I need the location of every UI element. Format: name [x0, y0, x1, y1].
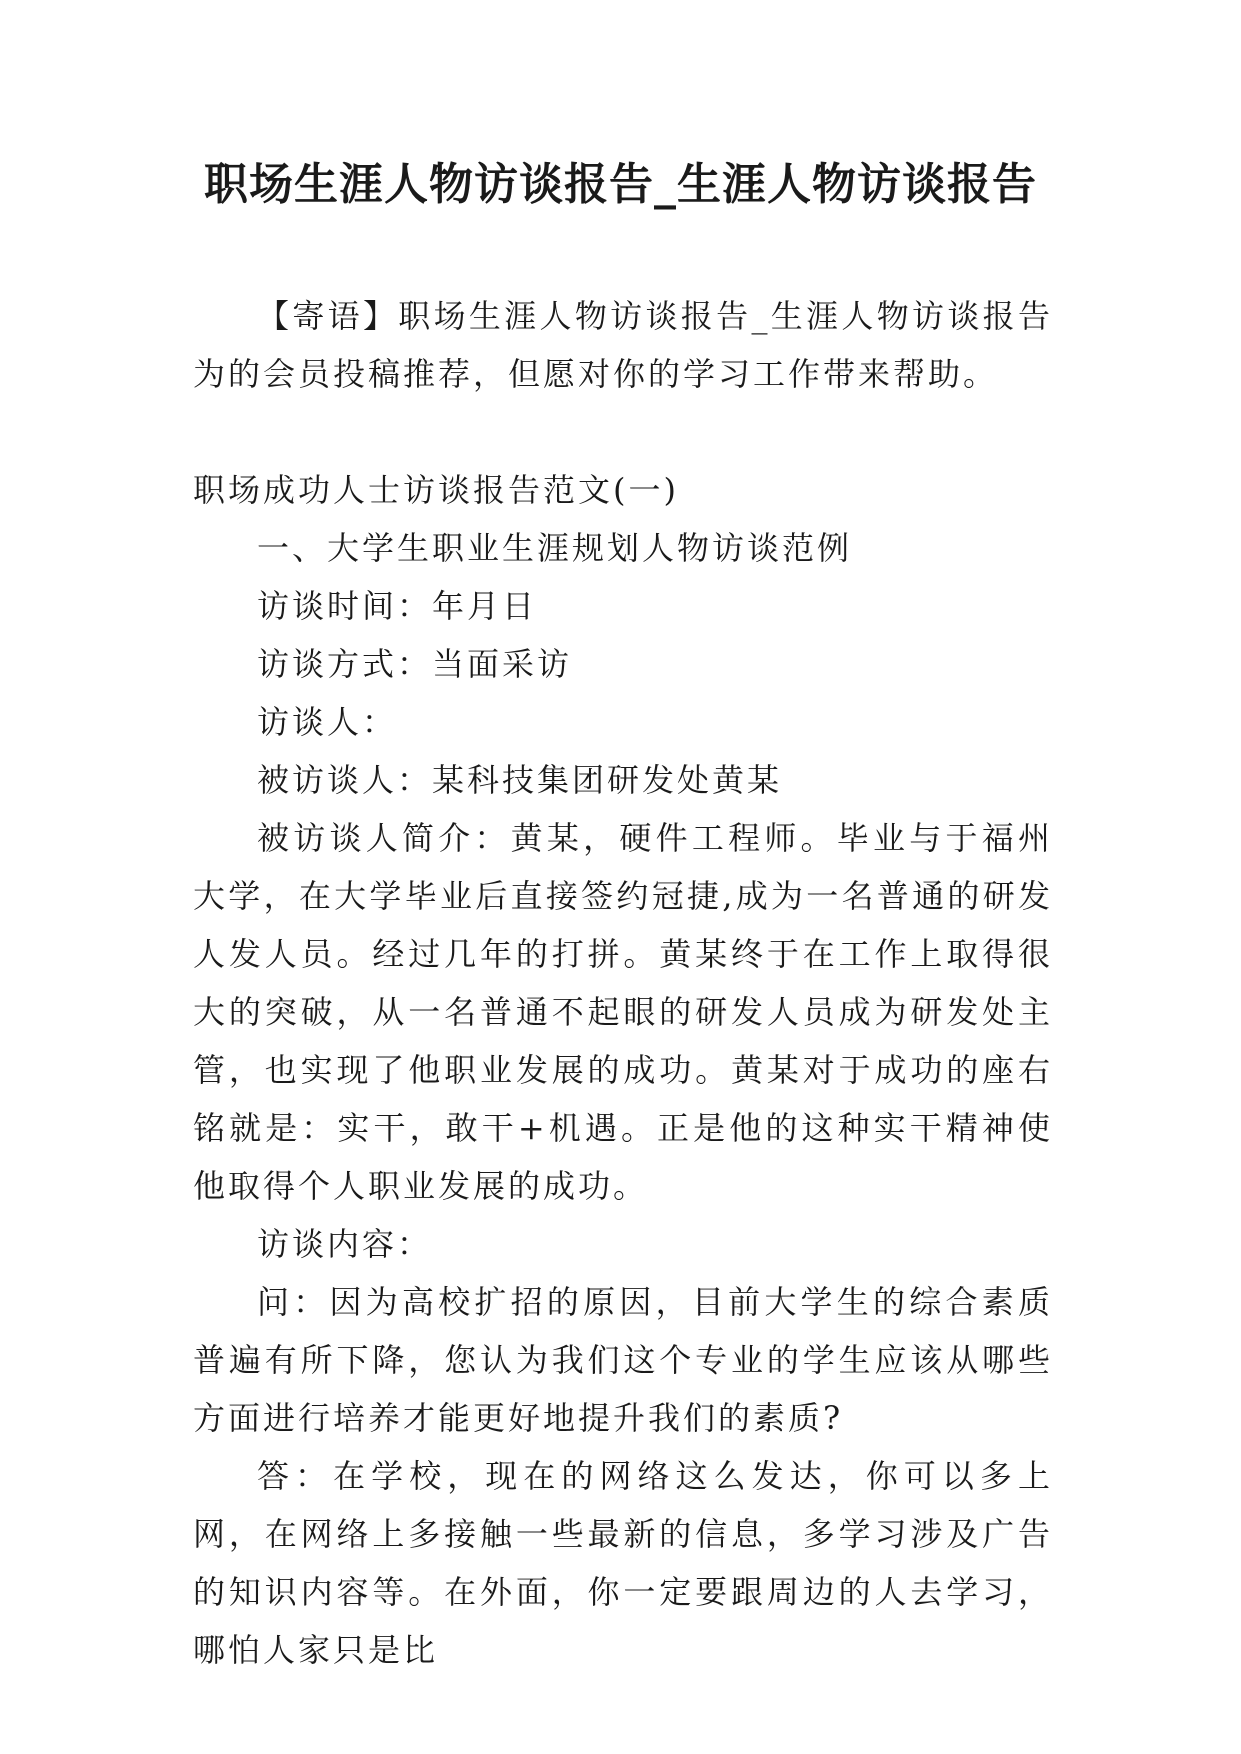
section-heading: 职场成功人士访谈报告范文(一) [193, 471, 679, 509]
document-title: 职场生涯人物访谈报告_生涯人物访谈报告 [204, 159, 1037, 210]
interviewer: 访谈人： [257, 703, 398, 741]
interviewee-bio: 被访谈人简介：黄某，硬件工程师。毕业与于福州大学，在大学毕业后直接签约冠捷,成为一名普通的研发人发人员。经过几年的打拼。黄某终于在工作上取得很大的突破，从一名普通不起眼的研发人员成为研发处主管，也实现了他职业发展的成功。黄某对于成功的座右铭就是：实干，敢干+机遇。正是他的这种实干精神使他取得个人职业发展的成功。 [193, 819, 1053, 1205]
document-body [193, 287, 1053, 1679]
answer-paragraph: 答：在学校，现在的网络这么发达，你可以多上网，在网络上多接触一些最新的信息，多学习涉及广告的知识内容等。在外面，你一定要跟周边的人去学习，哪怕人家只是比 [193, 1457, 1053, 1669]
interviewee: 被访谈人：某科技集团研发处黄某 [257, 761, 783, 799]
paragraph-gap [193, 403, 1053, 461]
content-label: 访谈内容： [257, 1225, 433, 1263]
question-paragraph: 问：因为高校扩招的原因，目前大学生的综合素质普遍有所下降，您认为我们这个专业的学生应该从哪些方面进行培养才能更好地提升我们的素质? [193, 1283, 1053, 1437]
intro-paragraph: 【寄语】职场生涯人物访谈报告_生涯人物访谈报告为的会员投稿推荐，但愿对你的学习工作带来帮助。 [193, 297, 1053, 393]
interview-method: 访谈方式：当面采访 [257, 645, 573, 683]
interview-time: 访谈时间：年月日 [257, 587, 538, 625]
subheading: 一、大学生职业生涯规划人物访谈范例 [257, 529, 853, 567]
